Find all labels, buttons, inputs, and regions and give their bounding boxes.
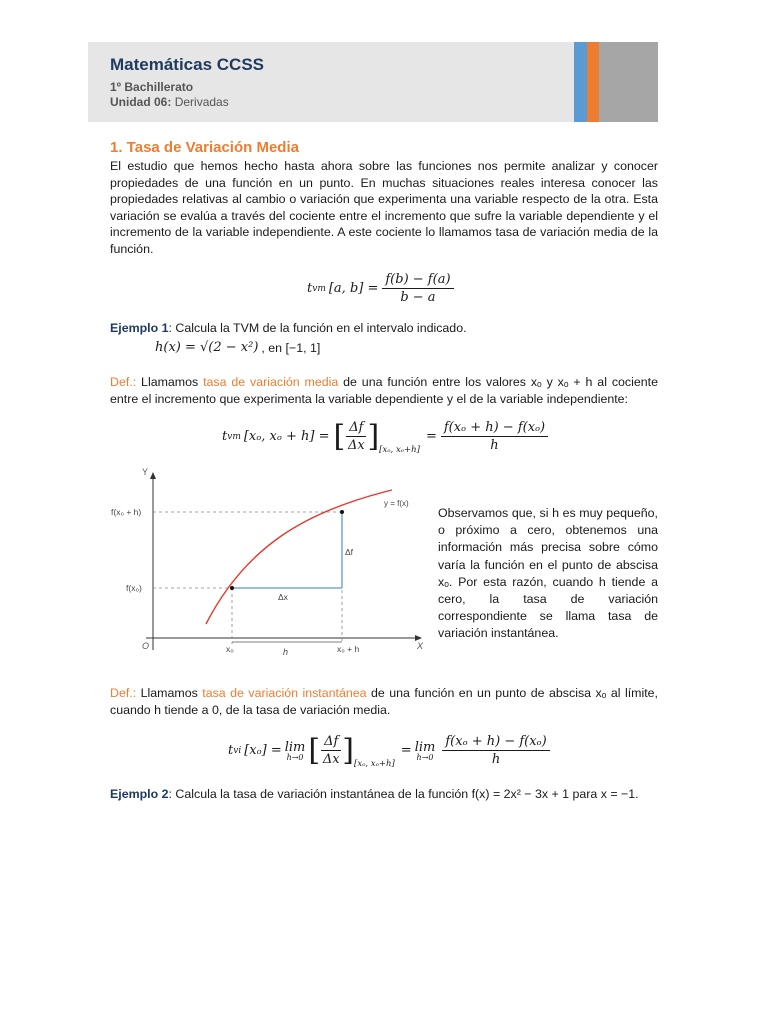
example-1-interval: , en [−1, 1]: [261, 340, 321, 355]
formula-def1-eval-sub: [xₒ, xₒ+h]: [379, 445, 420, 455]
formula-definition-tvm: [222, 420, 552, 453]
intro-paragraph: El estudio que hemos hecho hasta ahora sobre las funciones nos permite analizar y conocer propiedades de una función en un punto. En muchas situaciones reales interesa conocer las propiedades relativas al cambio o variación que experimenta una variable respecto de la otra. Esta variación se evalúa a través del cociente entre el incremento que sufre la variable dependiente y el incremento de la variable independiente. A este cociente lo llamamos tasa de variación media de la función.: [110, 159, 658, 256]
example-1-text: : Calcula la TVM de la función en el intervalo indicado.: [168, 321, 467, 335]
label-h: h: [283, 647, 289, 657]
example-1-label: Ejemplo 1: [110, 321, 169, 335]
formula-tvm-den: b − a: [400, 290, 436, 305]
label-delta-x: Δx: [278, 592, 288, 602]
formula-tvm-sub: vm: [312, 283, 326, 294]
formula-def1-delta-fraction: [346, 420, 366, 453]
formula-tvm: [307, 272, 458, 305]
definition-tvm-label: Def.:: [110, 375, 137, 389]
formula-tvm-lhs: t: [307, 281, 313, 296]
formula-def2-lim-2: lim: [414, 739, 436, 755]
formula-def2-fraction: [442, 734, 549, 767]
formula-def1-fraction: [441, 420, 548, 453]
formula-def2-delta-num: Δf: [321, 734, 341, 751]
example-2-label: Ejemplo 2: [110, 787, 169, 801]
definition-tvi-label: Def.:: [110, 686, 137, 700]
point-x0h: [340, 510, 344, 514]
y-axis-arrow: [150, 472, 156, 479]
label-x0: x₀: [226, 644, 234, 654]
formula-def2-eval-sub: [xₒ, xₒ+h]: [354, 759, 395, 769]
definition-tvi-after: de una función en un punto de abscisa xₒ al límite, cuando h tiende a 0, de la tasa de variación media.: [110, 686, 658, 717]
example-1-function: [155, 340, 320, 355]
page-header: [88, 42, 658, 122]
label-delta-f: Δf: [345, 547, 354, 557]
formula-tvm-fraction: [382, 272, 453, 305]
unit-label: Unidad 06:: [110, 95, 172, 109]
label-x0h: x₀ + h: [337, 644, 360, 654]
formula-def2-limit-2: [415, 740, 436, 762]
formula-def2-lim-sub: h→0: [286, 752, 304, 762]
formula-def1-delta-den: Δx: [347, 438, 365, 453]
label-fxh: f(x₀ + h): [111, 507, 142, 517]
origin-label: O: [142, 641, 150, 651]
formula-tvm-num: f(b) − f(a): [382, 272, 453, 289]
header-strip-blue: [574, 42, 587, 122]
example-2-text: : Calcula la tasa de variación instantánea de la función f(x) = 2x² − 3x + 1 para x = −1.: [168, 787, 639, 801]
function-curve: [206, 490, 392, 624]
formula-def1-den: h: [490, 438, 499, 453]
definition-tvm: [110, 374, 658, 407]
formula-def1-open-bracket: [: [333, 418, 346, 454]
definition-tvm-before: Llamamos: [136, 375, 204, 389]
formula-def2-delta-fraction: [321, 734, 341, 767]
unit-name: Derivadas: [174, 95, 229, 109]
point-x0: [230, 586, 234, 590]
section-title: 1. Tasa de Variación Media: [110, 139, 299, 156]
unit-line: [110, 95, 229, 109]
formula-def2-lim-sub-2: h→0: [416, 752, 434, 762]
header-strip-gray: [599, 42, 658, 122]
formula-def2-open-bracket: [: [308, 732, 321, 768]
formula-def2-limit: [285, 740, 306, 762]
formula-tvm-args: [a, b] =: [328, 281, 379, 296]
formula-def2-close-bracket: ]: [342, 732, 355, 768]
label-fx0: f(x₀): [126, 583, 142, 593]
definition-tvm-term: tasa de variación media: [203, 375, 339, 389]
formula-def1-eq: =: [425, 429, 437, 444]
definition-tvi: [110, 685, 658, 718]
course-label: 1º Bachillerato: [110, 80, 194, 94]
formula-def2-delta-den: Δx: [322, 752, 340, 767]
definition-tvi-before: Llamamos: [136, 686, 203, 700]
formula-def1-delta-num: Δf: [346, 420, 366, 437]
formula-def2-lhs: t: [228, 743, 234, 758]
definition-tvm-after: de una función entre los valores xₒ y xₒ + h al cociente entre el incremento que experimenta la variable dependiente y el de la variable independiente:: [110, 375, 658, 406]
example-1: [110, 321, 467, 335]
formula-def2-den: h: [491, 752, 501, 767]
formula-definition-tvi: [228, 734, 554, 767]
formula-def2-args: [xₒ] =: [244, 743, 282, 758]
formula-def1-sub: vm: [227, 431, 241, 442]
graph-explanation: Observamos que, si h es muy pequeño, o próximo a cero, obtenemos una información más precisa sobre cómo varía la función en el punto de abscisa xₒ. Por esta razón, cuando h tiende a cero, la tasa de variación correspondiente se llama tasa de variación instantánea.: [438, 506, 658, 641]
example-2: [110, 787, 639, 801]
formula-def1-args: [xₒ, xₒ + h] =: [243, 429, 330, 444]
formula-def1-close-bracket: ]: [367, 418, 380, 454]
y-axis-label: Y: [142, 467, 149, 477]
definition-tvi-term: tasa de variación instantánea: [202, 686, 367, 700]
example-1-function-expr: h(x) = √(2 − x²): [155, 340, 259, 355]
formula-def1-lhs: t: [222, 429, 228, 444]
formula-def1-num: f(xₒ + h) − f(xₒ): [441, 420, 548, 437]
formula-def2-lim: lim: [284, 739, 306, 755]
formula-def2-eq: =: [400, 743, 412, 758]
doc-title: Matemáticas CCSS: [110, 55, 265, 74]
x-axis-label: X: [417, 641, 424, 651]
formula-def2-num: f(xₒ + h) − f(xₒ): [442, 734, 549, 751]
tvm-graph: [106, 466, 432, 662]
header-strip-orange: [587, 42, 599, 122]
formula-def2-sub: vi: [233, 745, 242, 756]
label-curve: y = f(x): [384, 499, 409, 508]
